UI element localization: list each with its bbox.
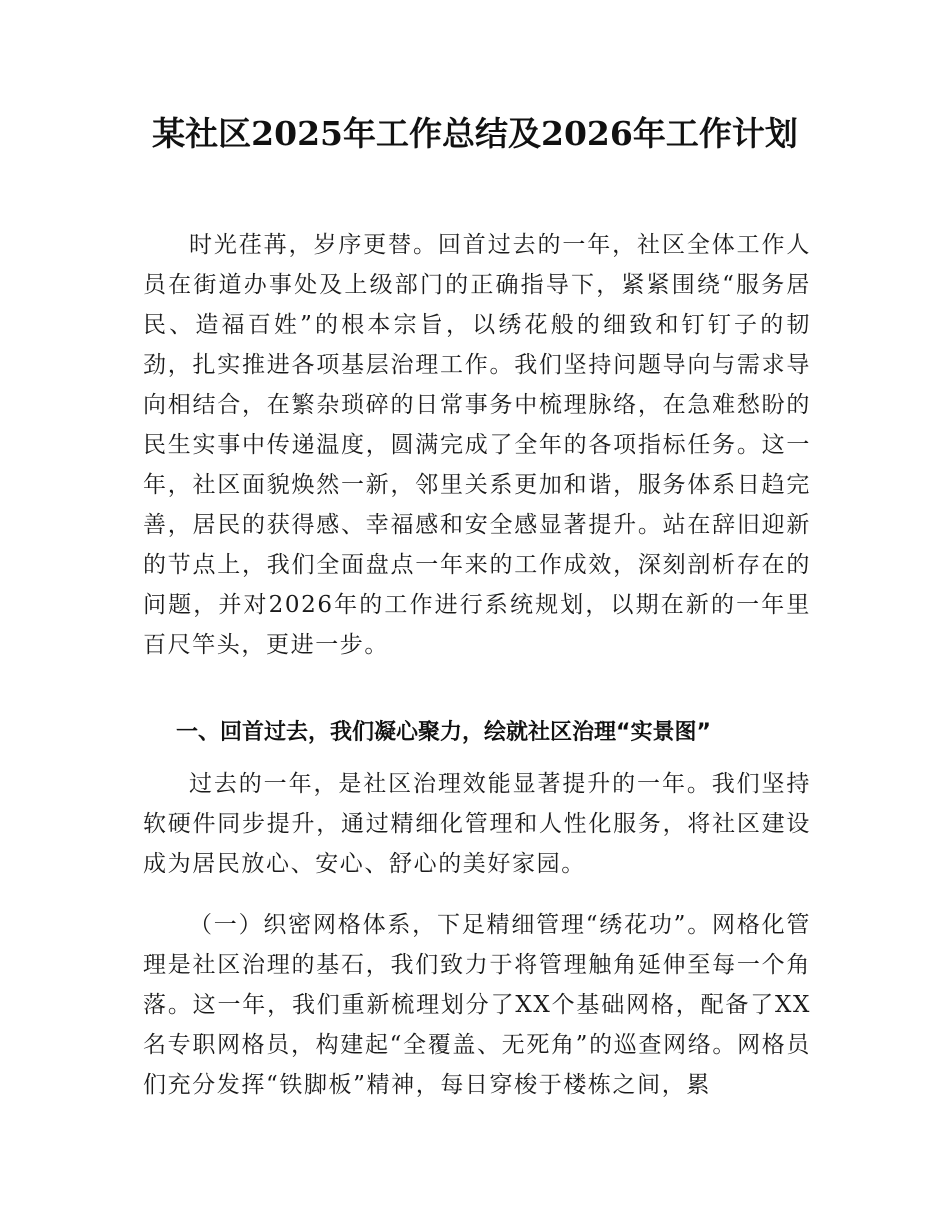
subsection-1-paragraph: （一）织密网格体系，下足精细管理“绣花功”。网格化管理是社区治理的基石，我们致力于将管理触角延伸至每一个角落。这一年，我们重新梳理划分了XX个基础网格，配备了XX名专职网格员，构建起“全覆盖、无死角”的巡查网络。网格员们充分发挥“铁脚板”精神，每日穿梭于楼栋之间，累	[143, 912, 811, 1098]
intro-paragraph: 时光荏苒，岁序更替。回首过去的一年，社区全体工作人员在街道办事处及上级部门的正确指导下，紧紧围绕“服务居民、造福百姓”的根本宗旨，以绣花般的细致和钉钉子的韧劲，扎实推进各项基层治理工作。我们坚持问题导向与需求导向相结合，在繁杂琐碎的日常事务中梳理脉络，在急难愁盼的民生实事中传递温度，圆满完成了全年的各项指标任务。这一年，社区面貌焕然一新，邻里关系更加和谐，服务体系日趋完善，居民的获得感、幸福感和安全感显著提升。站在辞旧迎新的节点上，我们全面盘点一年来的工作成效，深刻剖析存在的问题，并对2026年的工作进行系统规划，以期在新的一年里百尺竿头，更进一步。	[143, 232, 811, 658]
section-heading-1: 一、回首过去，我们凝心聚力，绘就社区治理“实景图”	[176, 720, 711, 745]
section-1-paragraph: 过去的一年，是社区治理效能显著提升的一年。我们坚持软硬件同步提升，通过精细化管理和人性化服务，将社区建设成为居民放心、安心、舒心的美好家园。	[143, 771, 811, 877]
document-title: 某社区2025年工作总结及2026年工作计划	[152, 114, 798, 153]
